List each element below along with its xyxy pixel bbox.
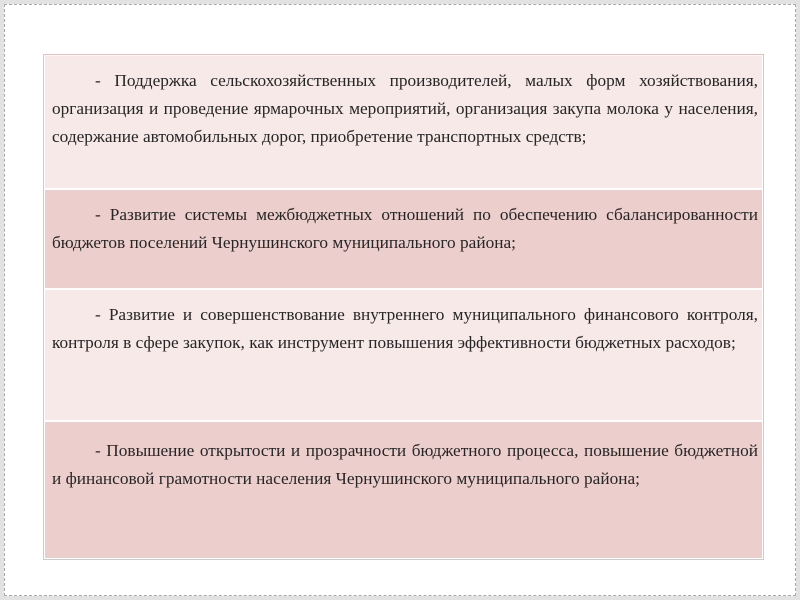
row-text-budget-transparency: - Повышение открытости и прозрачности бюджетного процесса, повышение бюджетной и финансовой грамотности населения Чернушинского муниципального района; <box>52 441 758 488</box>
slide <box>4 4 796 596</box>
table-row <box>45 422 762 558</box>
row-text-financial-control: - Развитие и совершенствование внутреннего муниципального финансового контроля, контроля в сфере закупок, как инструмент повышения эффективности бюджетных расходов; <box>52 305 758 352</box>
content-table <box>44 55 763 559</box>
table-row <box>45 290 762 420</box>
row-text-agriculture-support: - Поддержка сельскохозяйственных производителей, малых форм хозяйствования, организация и проведение ярмарочных мероприятий, организация закупа молока у населения, содержание автомобильных дорог, приобретение транспортных средств; <box>52 71 758 146</box>
row-text-interbudget-relations: - Развитие системы межбюджетных отношений по обеспечению сбалансированности бюджетов поселений Чернушинского муниципального района; <box>52 205 758 252</box>
table-row <box>45 190 762 288</box>
table-row <box>45 56 762 188</box>
